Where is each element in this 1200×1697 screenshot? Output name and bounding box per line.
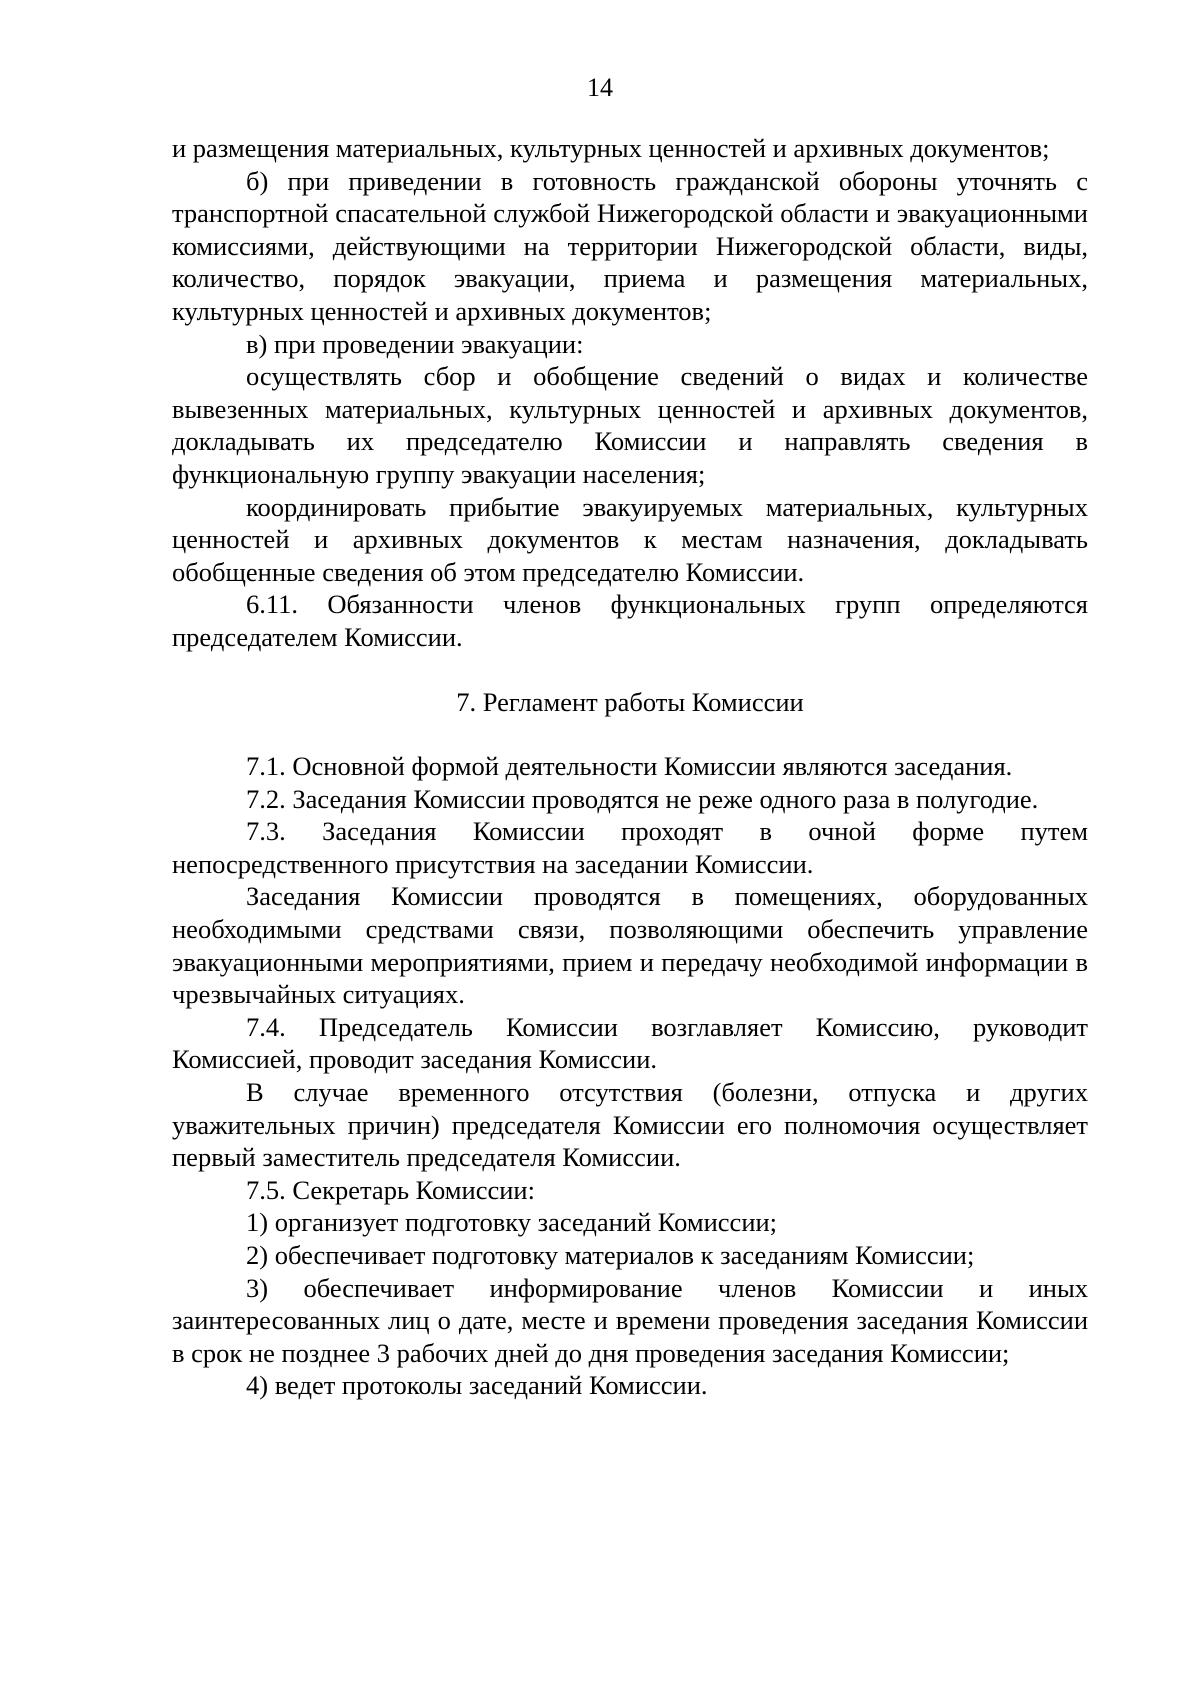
paragraph-7-2: 7.2. Заседания Комиссии проводятся не реже одного раза в полугодие. — [246, 783, 1039, 814]
paragraph-continuation: и размещения материальных, культурных ценностей и архивных документов; — [172, 133, 1050, 163]
paragraph-item-b: б) при приведении в готовность гражданской обороны уточнять с транспортной спасательной службой Нижегородской области и эвакуационными комиссиями, действующими на территории Нижегородской области, виды, количество, порядок эвакуации, приема и размещения материальных, культурных ценностей и архивных документов; — [172, 165, 1088, 326]
paragraph-coordinate-arrival: координировать прибытие эвакуируемых материальных, культурных ценностей и архивных документов к местам назначения, докладывать обобщенные сведения об этом председателю Комиссии. — [172, 491, 1088, 587]
paragraph-7-1: 7.1. Основной формой деятельности Комиссии являются заседания. — [246, 751, 1013, 782]
list-item-2: 2) обеспечивает подготовку материалов к заседаниям Комиссии; — [246, 1240, 975, 1270]
page-number: 14 — [587, 73, 613, 102]
paragraph-7-4: 7.4. Председатель Комиссии возглавляет Комиссию, руководит Комиссией, проводит заседания Комиссии. — [172, 1011, 1088, 1075]
document-body — [172, 132, 1088, 1402]
paragraph-7-5: 7.5. Секретарь Комиссии: — [246, 1174, 535, 1205]
list-item-3: 3) обеспечивает информирование членов Комиссии и иных заинтересованных лиц о дате, месте и времени проведения заседания Комиссии в срок не позднее 3 рабочих дней до дня проведения заседания Комиссии; — [172, 1272, 1088, 1368]
paragraph-meeting-rooms: Заседания Комиссии проводятся в помещениях, оборудованных необходимыми средствами связи, позволяющими обеспечить управление эвакуационными мероприятиями, прием и передачу необходимой информации в чрезвычайных ситуациях. — [172, 881, 1088, 1010]
paragraph-item-v: в) при проведении эвакуации: — [246, 328, 584, 359]
section-heading: 7. Регламент работы Комиссии — [456, 686, 804, 717]
list-item-4: 4) ведет протоколы заседаний Комиссии. — [246, 1370, 708, 1401]
paragraph-absence: В случае временного отсутствия (болезни, отпуска и других уважительных причин) председателя Комиссии его полномочия осуществляет первый заместитель председателя Комиссии. — [172, 1077, 1088, 1173]
list-item-1: 1) организует подготовку заседаний Комиссии; — [246, 1207, 778, 1238]
paragraph-6-11: 6.11. Обязанности членов функциональных групп определяются председателем Комиссии. — [172, 589, 1088, 652]
paragraph-7-3: 7.3. Заседания Комиссии проходят в очной форме путем непосредственного присутствия на заседании Комиссии. — [172, 816, 1088, 879]
paragraph-collect-info: осуществлять сбор и обобщение сведений о видах и количестве вывезенных материальных, культурных ценностей и архивных документов, докладывать их председателю Комиссии и направлять сведения в функциональную группу эвакуации населения; — [172, 361, 1088, 489]
